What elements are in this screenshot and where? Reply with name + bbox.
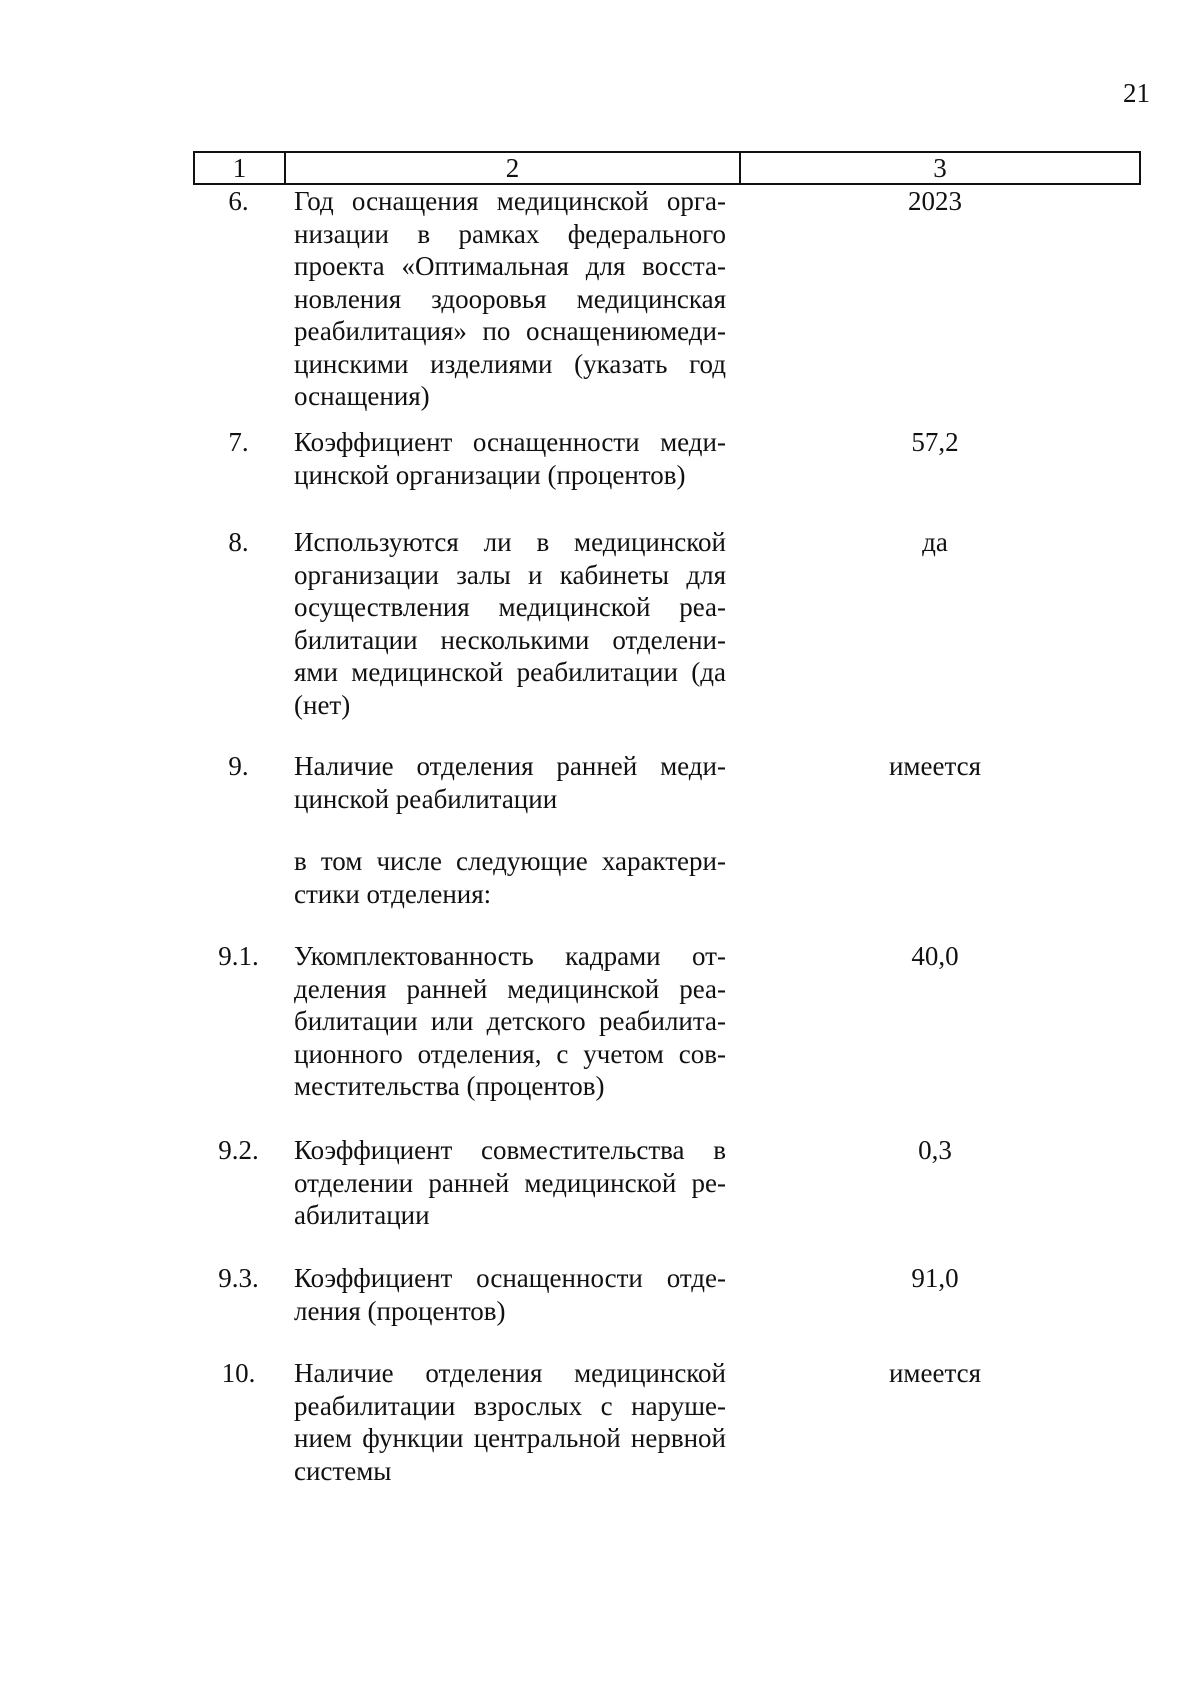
table-body (0, 185, 1200, 1497)
row-description: Наличие отделения медицинской реабилитации взрослых с нарушением функции центральной нервной системы (294, 1358, 726, 1486)
row-description: Коэффициент совместительства в отделении ранней медицинской реабилитации (294, 1135, 726, 1230)
row-value: имеется (888, 751, 982, 781)
row-value: 91,0 (911, 1263, 959, 1293)
table-header (193, 151, 1141, 185)
row-value: 57,2 (911, 427, 959, 457)
table-row (0, 526, 1200, 750)
row-number: 10. (221, 1358, 256, 1388)
header-col-1: 1 (195, 153, 286, 183)
table-row (0, 1134, 1200, 1262)
row-value: 2023 (908, 186, 962, 216)
table-row (0, 185, 1200, 426)
row-description: Наличие отделения ранней медицинской реабилитации (294, 751, 726, 814)
row-number: 9.2. (218, 1135, 259, 1165)
header-col-3: 3 (933, 153, 947, 183)
table-row (0, 1357, 1200, 1497)
row-number: 9.1. (218, 941, 259, 971)
row-number: 7. (228, 427, 249, 457)
row-description: в том числе следующие характеристики отделения: (294, 846, 726, 909)
row-value: имеется (888, 1358, 982, 1388)
row-description: Год оснащения медицинской организации в рамках федерального проекта «Оптимальная для восстановления здооровья медицинская реабилитация» по оснащениюмедицинскими изделиями (указать год оснащения) (294, 186, 726, 411)
table-row (0, 940, 1200, 1134)
header-col-2: 2 (286, 153, 741, 183)
row-description: Используются ли в медицинской организации залы и кабинеты для осуществления медицинской реабилитации несколькими отделениями медицинской реабилитации (да (нет) (294, 527, 726, 720)
row-value: 40,0 (911, 941, 959, 971)
row-description: Коэффициент оснащенности медицинской организации (процентов) (294, 427, 726, 490)
row-description: Коэффициент оснащенности отделения (процентов) (294, 1263, 726, 1326)
table-row (0, 750, 1200, 845)
row-value: 0,3 (918, 1135, 952, 1165)
row-number: 8. (228, 527, 249, 557)
table-row (0, 845, 1200, 940)
row-number: 9. (228, 751, 249, 781)
row-value: да (922, 527, 948, 557)
table-row (0, 426, 1200, 526)
row-number: 6. (228, 186, 249, 216)
row-description: Укомплектованность кадрами отделения ранней медицинской реабилитации или детского реабилитационного отделения, с учетом совместительства (процентов) (294, 941, 726, 1101)
row-number: 9.3. (218, 1263, 259, 1293)
table-row (0, 1262, 1200, 1357)
page-number: 21 (1123, 78, 1150, 108)
